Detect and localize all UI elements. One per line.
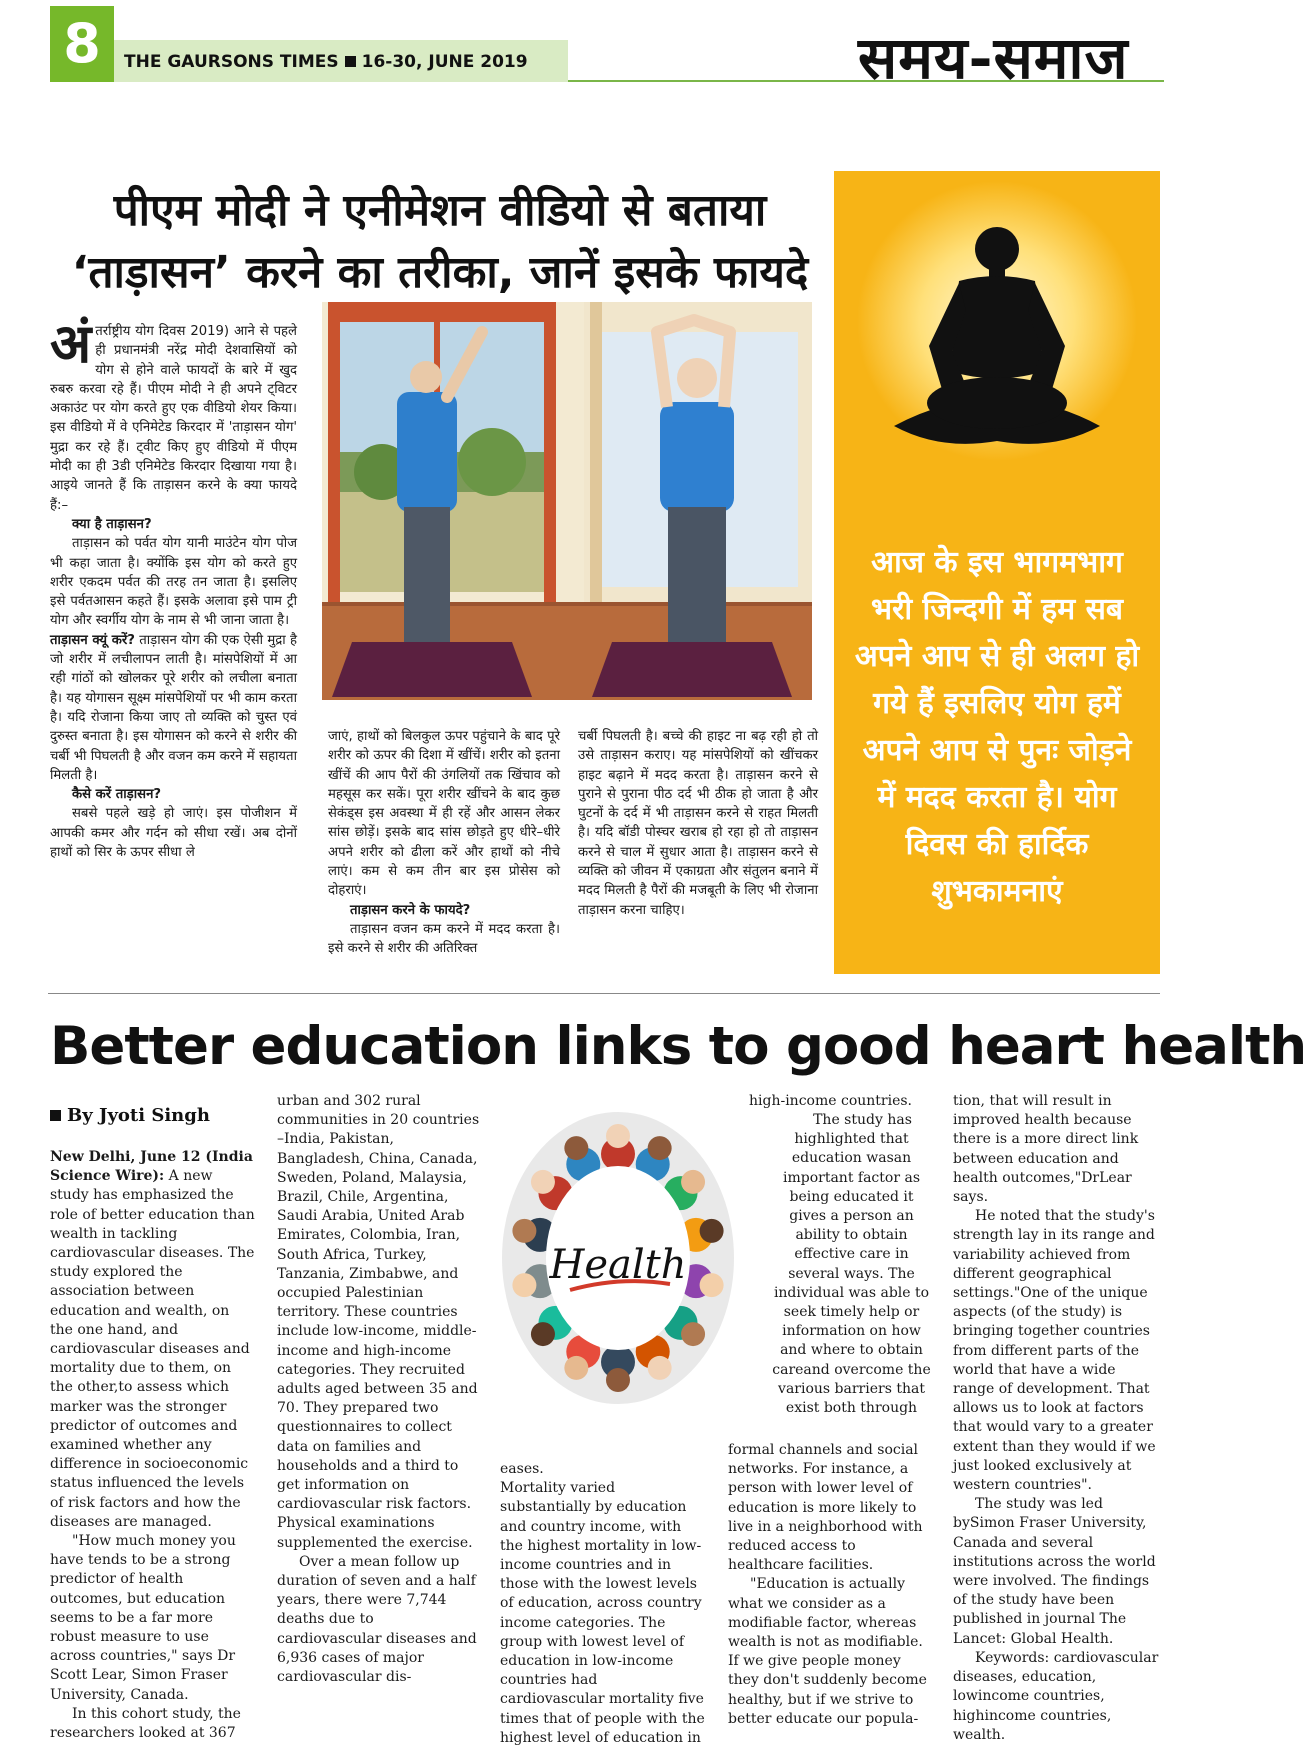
meditation-silhouette (834, 171, 1160, 521)
english-column-1 (50, 1148, 255, 1743)
person-head (564, 1356, 588, 1380)
paragraph: The study was led bySimon Fraser University, Canada and several institutions across the world were involved. The findings of the study have been published in journal The Lancet: Global Health. (953, 1496, 1156, 1647)
person-head (606, 1368, 630, 1392)
paragraph: जाएं, हाथों को बिलकुल ऊपर पहुंचाने के बाद पूरे शरीर को ऊपर की दिशा में खींचें। शरीर को इतना खींचें की आप पैरों की उंगलियों तक खिंचाव को महसूस कर सकें। पूरा शरीर खींचने के बाद कुछ सेकंड्स इस अवस्था में ही रहें और आसन लेकर सांस छोड़ें। इसके बाद सांस छोड़ते हुए धीरे–धीरे अपने शरीर को ढीला करें और हाथों को नीचे लाएं। कम से कम तीन बार इस प्रोसेस को दोहराएं। (328, 729, 560, 899)
person-head (700, 1273, 724, 1297)
hindi-headline-line1: पीएम मोदी ने एनीमेशन वीडियो से बताया (113, 185, 767, 236)
panel-line: शुभकामनाएं (931, 874, 1063, 909)
person-head (564, 1136, 588, 1160)
paper-name: THE GAURSONS TIMES (124, 52, 339, 72)
drop-cap: अं (50, 312, 92, 375)
paragraph: अंतर्राष्ट्रीय योग दिवस 2019) आने से पहले ही प्रधानमंत्री नरेंद्र मोदी देशवासियों को योग से होने वाले फायदों के बारे में खुद रुबरु करवा रहे हैं। पीएम मोदी ने ही अपने ट्विटर अकाउंट पर योग करते हुए एक वीडियो शेयर किया। इस वीडियो में वे एनिमेटेड किरदार में 'ताड़ासन योग' मुद्रा कर रहे हैं। ट्वीट किए हुए वीडियो में पीएम मोदी का ही 3डी एनिमेटेड किरदार दिखाया गया है। आइये जानते हैं कि ताड़ासन करने के क्या फायदे हैं:– (50, 312, 297, 513)
english-column-5 (953, 1092, 1160, 1745)
paragraph: सबसे पहले खड़े हो जाएं। इस पोजीशन में आपकी कमर और गर्दन को सीधा रखें। अब दोनों हाथों को सिर के ऊपर सीधा ले (50, 806, 297, 861)
paragraph: Keywords: cardiovascular diseases, education, lowincome countries, highincome countries, wealth. (953, 1649, 1159, 1743)
paragraph: In this cohort study, the researchers looked at 367 (50, 1705, 241, 1742)
paragraph: ताड़ासन को पर्वत योग यानी माउंटेन योग पोज भी कहा जाता है। क्योंकि इस योग को करते हुए शरीर एकदम पर्वत की तरह तन जाता है। इसलिए इसे पर्वतआसन कहते हैं। इसके अलावा इसे पाम ट्री योग और स्वर्गीय योग के नाम से भी जाना जाता है। (50, 536, 297, 629)
hindi-column-2 (328, 727, 560, 977)
hindi-headline (50, 180, 830, 304)
english-column-2 (277, 1092, 482, 1687)
subheading: क्या है ताड़ासन? (72, 516, 152, 532)
section-divider (48, 993, 1160, 994)
panel-line: गये हैं इसलिए योग हमें (873, 686, 1121, 721)
lead-in: ताड़ासन क्यूं करें? (50, 632, 135, 648)
subheading: कैसे करें ताड़ासन? (72, 787, 162, 803)
section-title: समय-समाज (858, 24, 1129, 92)
panel-line: में मदद करता है। योग (877, 780, 1117, 815)
masthead (124, 40, 528, 82)
paragraph: "Education is actually what we consider as a modifiable factor, whereas wealth is not as modifiable. If we give people money they don't suddenly become healthy, but if we strive to better educate our popula- (728, 1576, 927, 1727)
person-head (512, 1273, 536, 1297)
panel-line: भरी जिन्दगी में हम सब (870, 592, 1124, 627)
person-head (606, 1124, 630, 1148)
person-head (648, 1136, 672, 1160)
english-column-4-wrap: The study has highlighted that education wasan important factor as being educated it gives a person an ability to obtain effective care in several ways. The individual was able to seek timely help or information on how and where to obtain careand overcome the various barriers that exist both through (772, 1112, 931, 1417)
hindi-column-1 (50, 312, 297, 982)
hindi-column-3 (578, 727, 818, 977)
panel-line: अपने आप से ही अलग हो (854, 639, 1140, 674)
byline-author: By Jyoti Singh (67, 1105, 210, 1126)
yoga-day-panel (834, 171, 1160, 974)
paragraph: formal channels and social networks. For instance, a person with lower level of education is more likely to live in a neighborhood with reduced access to healthcare facilities. (728, 1442, 923, 1574)
person-head (700, 1219, 724, 1243)
panel-line: आज के इस भागमभाग (871, 545, 1123, 580)
issue-date: 16-30, JUNE 2019 (361, 52, 528, 72)
paragraph: He noted that the study's strength lay in its range and variability achieved from different geographical settings."One of the unique aspects (of the study) is bringing together countries from different parts of the world that have a wide range of development. That allows us to look at factors that would vary to a greater extent than they would if we just looked exclusively at western countries". (953, 1208, 1156, 1494)
square-bullet-icon (50, 1110, 61, 1121)
person-head (531, 1170, 555, 1194)
english-headline: Better education links to good heart health (50, 1016, 1306, 1077)
paragraph: ताड़ासन वजन कम करने में मदद करता है। इसे करने से शरीर की अतिरिक्त (328, 921, 560, 957)
paragraph: urban and 302 rural communities in 20 countries –India, Pakistan, Bangladesh, China, Canada, Sweden, Poland, Malaysia, Brazil, Chile, Argentina, Saudi Arabia, United Arab Emirates, Colombia, Iran, South Africa, Turkey, Tanzania, Zimbabwe, and occupied Palestinian territory. These countries include low-income, middle-income and high-income categories. They recruited adults aged between 35 and 70. They prepared two questionnaires to collect data on families and households and a third to get information on cardiovascular risk factors. Physical examinations supplemented the exercise. (277, 1093, 480, 1551)
panel-line: दिवस की हार्दिक (905, 827, 1089, 862)
panel-line: अपने आप से पुनः जोड़ने (862, 733, 1132, 768)
yoga-day-message (840, 539, 1154, 915)
health-word: Health (549, 1242, 687, 1288)
byline (50, 1104, 210, 1128)
paragraph: चर्बी पिघलती है। बच्चे की हाइट ना बढ़ रही हो तो उसे ताड़ासन कराए। यह मांसपेशियों को खींचकर हाइट बढ़ाने में मदद करता है। ताड़ासन करने से पुराने से पुराना पीठ दर्द भी ठीक हो जाता है और घुटनों के दर्द में भी ताड़ासन करने से राहत मिलती है। यदि बॉडी पोस्चर खराब हो रहा हो तो ताड़ासन करने से चाल में सुधार आता है। ताड़ासन करने से व्यक्ति को जीवन में एकाग्रता और संतुलन बनाने में मदद मिलती है पैरों की मजबूती के लिए भी रोजाना ताड़ासन करना चाहिए। (578, 729, 818, 918)
lead-in: New Delhi, June 12 (India Science Wire): (50, 1149, 253, 1185)
paragraph: ताड़ासन क्यूं करें? ताड़ासन योग की एक ऐसी मुद्रा है जो शरीर में लचीलापन लाती है। मांसपेशियों में आ रही गांठों को खोलकर पूरे शरीर को लचीला बनाता है। यह योगासन सूक्ष्म मांसपेशियों पर भी काम करता है। यदि रोजाना किया जाए तो व्यक्ति को चुस्त एवं दुरुस्त बनाता है। इस योगासन को करने से शरीर की चर्बी भी पिघलती है और वजन कम करने में सहायता मिलती है। (50, 632, 297, 783)
person-head (648, 1356, 672, 1380)
english-column-4-top: high-income countries. (749, 1093, 912, 1109)
tadasana-photo (322, 302, 812, 700)
subheading: ताड़ासन करने के फायदे? (350, 902, 471, 918)
square-bullet-icon (345, 56, 356, 67)
paragraph: Mortality varied substantially by education and country income, with the highest mortality in low-income countries and in those with the lowest levels of education, across country income categories. The group with lowest level of education in low-income countries had cardiovascular mortality five times that of people with the highest level of education in (500, 1480, 705, 1746)
paragraph: Over a mean follow up duration of seven and a half years, there were 7,744 deaths due to cardiovascular diseases and 6,936 cases of major cardiovascular dis- (277, 1553, 477, 1686)
person-head (512, 1219, 536, 1243)
person-head (681, 1322, 705, 1346)
health-people-circle (500, 1108, 736, 1410)
hindi-headline-line2: ‘ताड़ासन’ करने का तरीका, जानें इसके फायदे (71, 247, 809, 298)
paragraph: tion, that will result in improved health because there is a more direct link between education and health outcomes,"DrLear says. (953, 1093, 1139, 1206)
page-number: 8 (50, 6, 114, 82)
english-column-3 (500, 1460, 705, 1748)
person-head (681, 1170, 705, 1194)
paragraph: New Delhi, June 12 (India Science Wire): A new study has emphasized the role of better education than wealth in tackling cardiovascular diseases. The study explored the association between education and wealth, on the one hand, and cardiovascular diseases and mortality due to them, on the other,to assess which marker was the stronger predictor of outcomes and examined whether any difference in socioeconomic status influenced the levels of risk factors and how the diseases are managed. (50, 1149, 255, 1530)
english-column-4 (728, 1441, 933, 1729)
paragraph: eases. (500, 1461, 544, 1477)
paragraph: "How much money you have tends to be a strong predictor of health outcomes, but education seems to be a far more robust measure to use across countries," says Dr Scott Lear, Simon Fraser University, Canada. (50, 1533, 236, 1703)
person-head (531, 1322, 555, 1346)
